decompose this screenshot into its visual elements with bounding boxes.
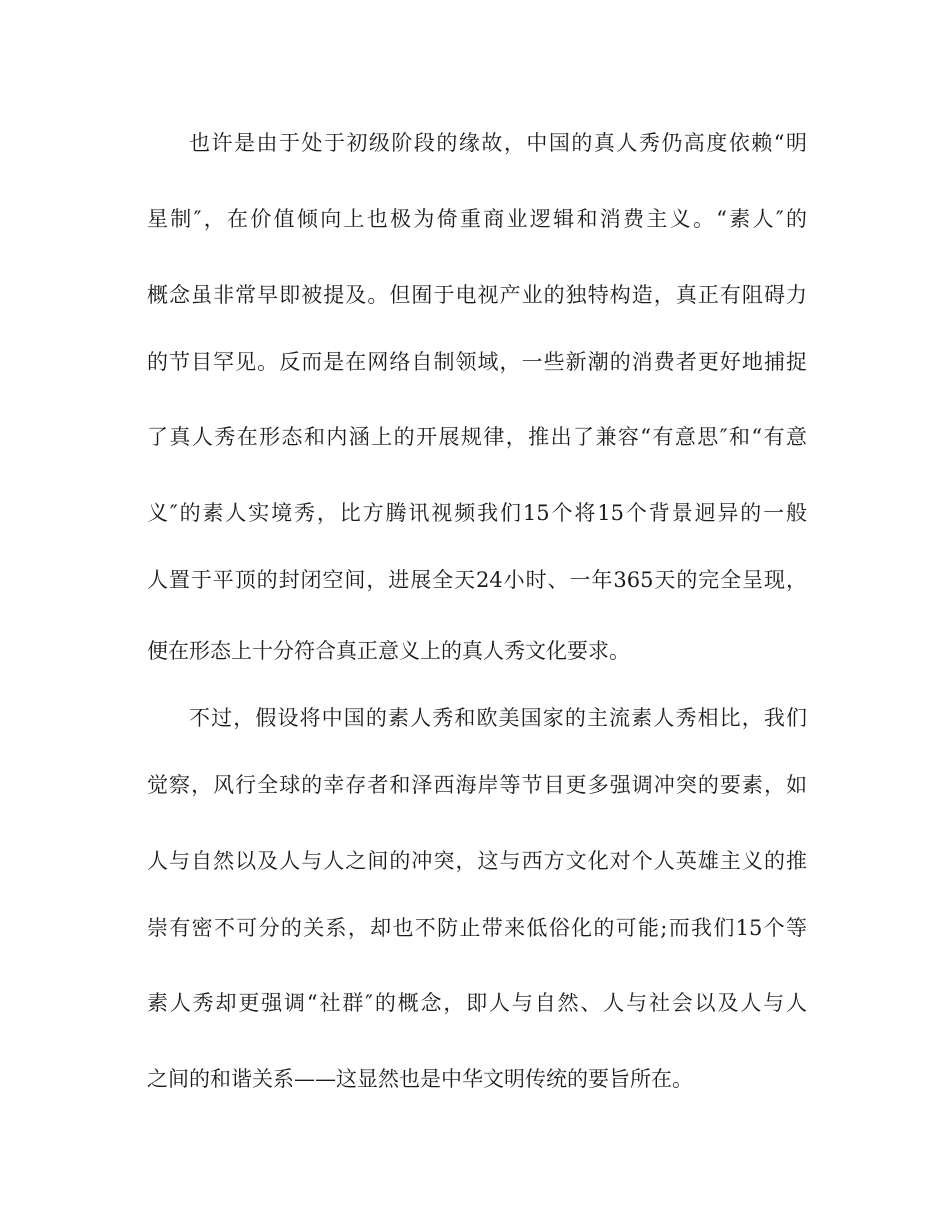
paragraph-1-line-1: 也许是由于处于初级阶段的缘故，中国的真人秀仍高度依赖“明	[189, 131, 807, 155]
paragraph-2-line-6: 之间的和谐关系——这显然也是中华文明传统的要旨所在。	[147, 1067, 693, 1091]
paragraph-2-line-4: 崇有密不可分的关系，却也不防止带来低俗化的可能;而我们15个等	[147, 916, 807, 940]
paragraph-2-line-1: 不过，假设将中国的素人秀和欧美国家的主流素人秀相比，我们	[189, 706, 807, 730]
paragraph-1-line-7: 人置于平顶的封闭空间，进展全天24小时、一年365天的完全呈现，	[147, 568, 807, 592]
paragraph-1-line-4: 的节目罕见。反而是在网络自制领域，一些新潮的消费者更好地捕捉	[147, 350, 807, 374]
paragraph-2-line-3: 人与自然以及人与人之间的冲突，这与西方文化对个人英雄主义的推	[147, 849, 807, 873]
paragraph-1-line-8: 便在形态上十分符合真正意义上的真人秀文化要求。	[147, 639, 630, 663]
paragraph-2-line-2: 觉察，风行全球的幸存者和泽西海岸等节目更多强调冲突的要素，如	[147, 773, 807, 797]
paragraph-1-line-6: 义″的素人实境秀，比方腾讯视频我们15个将15个背景迥异的一般	[147, 501, 807, 525]
paragraph-1-line-2: 星制″，在价值倾向上也极为倚重商业逻辑和消费主义。“素人″的	[147, 207, 807, 231]
paragraph-2-line-5: 素人秀却更强调“社群″的概念，即人与自然、人与社会以及人与人	[147, 991, 807, 1015]
paragraph-1-line-3: 概念虽非常早即被提及。但囿于电视产业的独特构造，真正有阻碍力	[147, 283, 807, 307]
paragraph-1-line-5: 了真人秀在形态和内涵上的开展规律，推出了兼容“有意思″和“有意	[147, 425, 807, 449]
